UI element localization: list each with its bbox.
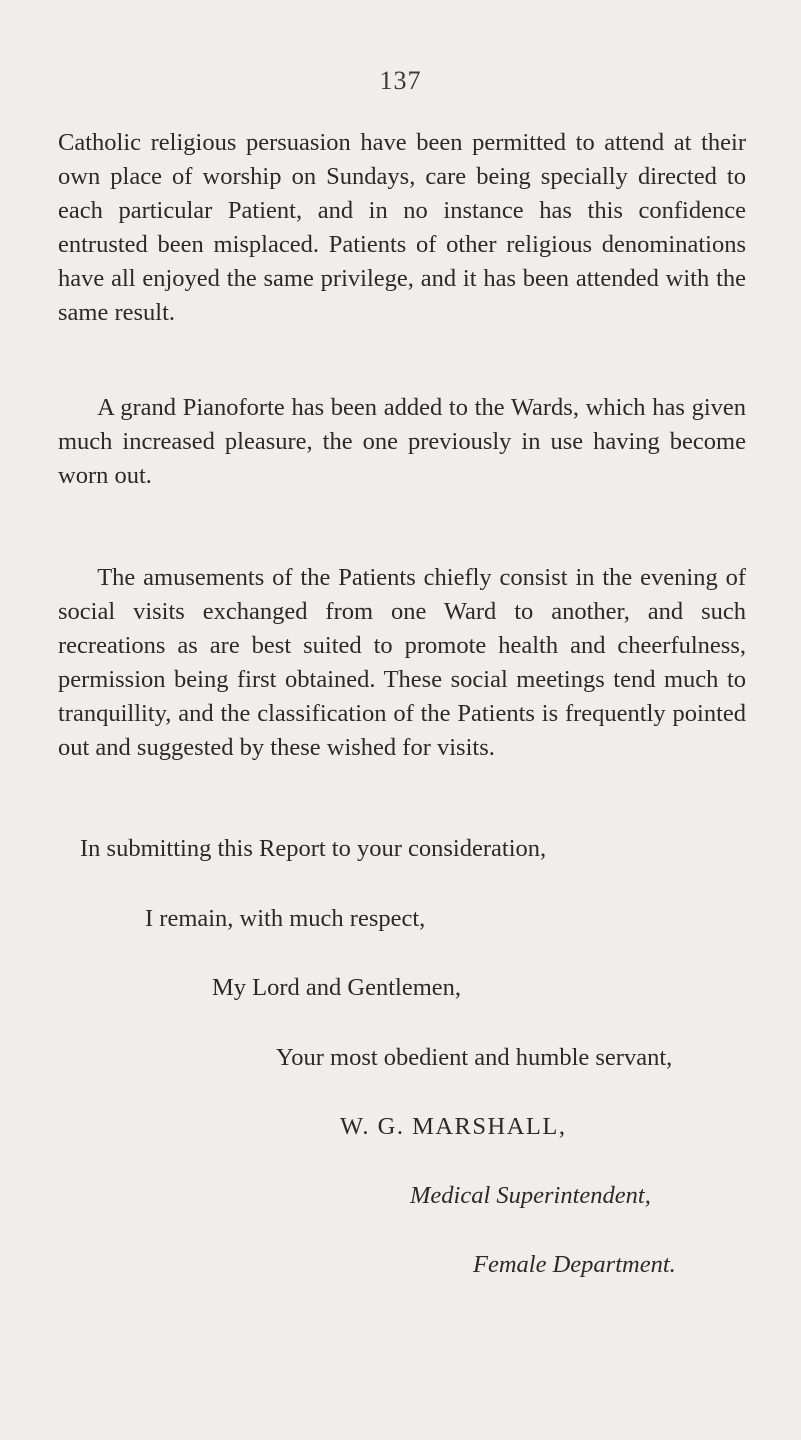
paragraph-text: A grand Pianoforte has been added to the Wards, which has given much increased pleasure, the one previously in use having become worn out.: [58, 394, 746, 489]
closing-line-salutation: My Lord and Gentlemen,: [212, 974, 462, 1001]
signature-title: Medical Superintendent,: [410, 1182, 651, 1209]
paragraph-text: The amusements of the Patients chiefly consist in the evening of social visits exchanged from one Ward to another, and such recreations as are best suited to promote health and cheerfulness, permission being first obtained. These social meetings tend much to tranquillity, and the classification of the Patients is frequently pointed out and suggested by these wished for visits.: [58, 564, 746, 761]
closing-line-remain: I remain, with much respect,: [145, 905, 426, 932]
paragraph-amusements: [58, 561, 746, 765]
signature-name: W. G. MARSHALL,: [340, 1113, 567, 1140]
page-number: 137: [379, 66, 422, 95]
signature-department: Female Department.: [473, 1251, 676, 1278]
paragraph-religious-worship: [58, 126, 746, 330]
closing-line-servant: Your most obedient and humble servant,: [276, 1044, 673, 1071]
paragraph-pianoforte: [58, 391, 746, 493]
paragraph-text: Catholic religious persuasion have been permitted to attend at their own place of worship on Sundays, care being specially directed to each particular Patient, and in no instance has this confidence entrusted been misplaced. Patients of other religious denominations have all enjoyed the same privilege, and it has been attended with the same result.: [58, 129, 746, 326]
closing-line-submitting: In submitting this Report to your consideration,: [80, 835, 547, 862]
